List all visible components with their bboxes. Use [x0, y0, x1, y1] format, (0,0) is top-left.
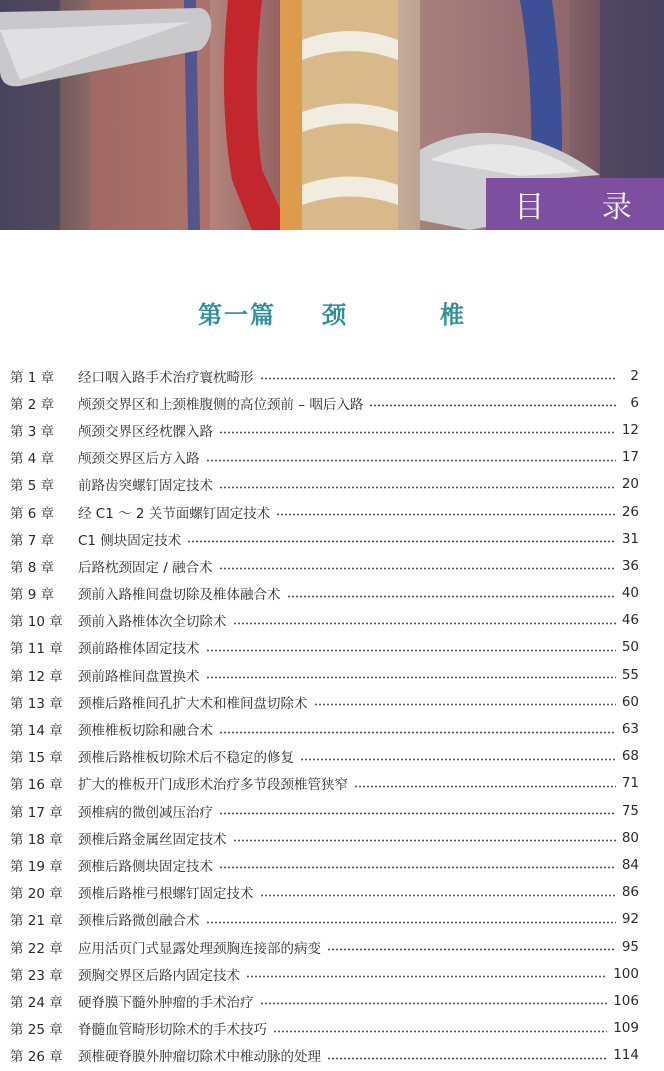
part-number: 第一篇 — [198, 300, 276, 329]
chapter-title: 颈前入路椎间盘切除及椎体融合术 — [78, 587, 281, 604]
page-number: 36 — [621, 557, 639, 574]
chapter-number: 第 19 章 — [10, 858, 63, 875]
chapter-title: 颈前路椎体固定技术 — [78, 641, 200, 658]
chapter-number: 第 13 章 — [10, 695, 63, 712]
part-heading — [0, 295, 664, 330]
dot-leader — [260, 1002, 608, 1005]
dot-leader — [369, 404, 617, 407]
contents-title: 目 录 — [486, 178, 664, 230]
toc-entry[interactable] — [0, 580, 664, 607]
table-of-contents — [0, 362, 664, 1069]
chapter-title: 颈椎后路椎板切除术后不稳定的修复 — [78, 750, 294, 767]
chapter-number: 第 25 章 — [10, 1022, 63, 1039]
chapter-title: 经 C1 ～ 2 关节面螺钉固定技术 — [78, 505, 271, 522]
page-number: 6 — [630, 394, 639, 411]
toc-entry[interactable] — [0, 1015, 664, 1042]
page-number: 68 — [621, 748, 639, 765]
dot-leader — [260, 894, 616, 897]
dot-leader — [219, 431, 616, 434]
chapter-title: C1 侧块固定技术 — [78, 532, 182, 549]
chapter-title: 颈椎后路金属丝固定技术 — [78, 831, 227, 848]
page-number: 86 — [621, 884, 639, 901]
dot-leader — [187, 540, 616, 543]
chapter-number: 第 14 章 — [10, 723, 63, 740]
chapter-number: 第 9 章 — [10, 587, 55, 604]
page-number: 95 — [621, 938, 639, 955]
dot-leader — [327, 1057, 607, 1060]
chapter-number: 第 15 章 — [10, 750, 63, 767]
page-number: 55 — [621, 666, 639, 683]
toc-entry[interactable] — [0, 661, 664, 688]
toc-entry[interactable] — [0, 1042, 664, 1069]
chapter-number: 第 20 章 — [10, 886, 63, 903]
chapter-number: 第 22 章 — [10, 940, 63, 957]
chapter-title: 后路枕颈固定 / 融合术 — [78, 559, 213, 576]
toc-entry[interactable] — [0, 933, 664, 960]
chapter-title: 颈椎硬脊膜外肿瘤切除术中椎动脉的处理 — [78, 1049, 321, 1066]
toc-entry[interactable] — [0, 906, 664, 933]
chapter-number: 第 16 章 — [10, 777, 63, 794]
toc-entry[interactable] — [0, 879, 664, 906]
chapter-number: 第 8 章 — [10, 559, 55, 576]
chapter-number: 第 11 章 — [10, 641, 63, 658]
chapter-title: 硬脊膜下髓外肿瘤的手术治疗 — [78, 994, 254, 1011]
chapter-number: 第 7 章 — [10, 532, 55, 549]
toc-entry[interactable] — [0, 525, 664, 552]
dot-leader — [206, 459, 616, 462]
dot-leader — [219, 731, 616, 734]
page-number: 80 — [621, 829, 639, 846]
chapter-number: 第 21 章 — [10, 913, 63, 930]
toc-entry[interactable] — [0, 960, 664, 987]
chapter-number: 第 12 章 — [10, 668, 63, 685]
cover-illustration — [0, 0, 664, 230]
chapter-title: 颅颈交界区后方入路 — [78, 451, 200, 468]
chapter-number: 第 24 章 — [10, 994, 63, 1011]
chapter-title: 颈前入路椎体次全切除术 — [78, 614, 227, 631]
dot-leader — [219, 486, 616, 489]
chapter-title: 颈胸交界区后路内固定技术 — [78, 967, 240, 984]
toc-entry[interactable] — [0, 389, 664, 416]
part-name-second-char: 椎 — [440, 300, 466, 329]
page-number: 60 — [621, 693, 639, 710]
page-number: 71 — [621, 775, 639, 792]
chapter-title: 颈前路椎间盘置换术 — [78, 668, 200, 685]
chapter-number: 第 4 章 — [10, 451, 55, 468]
dot-leader — [246, 975, 607, 978]
toc-entry[interactable] — [0, 362, 664, 389]
dot-leader — [233, 839, 616, 842]
chapter-title: 颈椎后路微创融合术 — [78, 913, 200, 930]
toc-entry[interactable] — [0, 715, 664, 742]
part-name-first-char: 颈 — [322, 300, 348, 329]
chapter-title: 经口咽入路手术治疗寰枕畸形 — [78, 369, 254, 386]
dot-leader — [233, 622, 616, 625]
page-number: 63 — [621, 721, 639, 738]
dot-leader — [206, 921, 616, 924]
chapter-title: 颈椎后路椎间孔扩大术和椎间盘切除术 — [78, 695, 308, 712]
toc-entry[interactable] — [0, 444, 664, 471]
chapter-title: 颈椎后路椎弓根螺钉固定技术 — [78, 886, 254, 903]
chapter-title: 应用活页门式显露处理颈胸连接部的病变 — [78, 940, 321, 957]
dot-leader — [219, 567, 616, 570]
toc-entry[interactable] — [0, 552, 664, 579]
chapter-number: 第 18 章 — [10, 831, 63, 848]
toc-entry[interactable] — [0, 471, 664, 498]
toc-entry[interactable] — [0, 851, 664, 878]
chapter-number: 第 6 章 — [10, 505, 55, 522]
toc-entry[interactable] — [0, 797, 664, 824]
chapter-number: 第 5 章 — [10, 478, 55, 495]
dot-leader — [260, 377, 618, 380]
toc-entry[interactable] — [0, 607, 664, 634]
page-number: 17 — [621, 449, 639, 466]
chapter-number: 第 2 章 — [10, 396, 55, 413]
chapter-title: 扩大的椎板开门成形术治疗多节段颈椎管狭窄 — [78, 777, 348, 794]
dot-leader — [273, 1030, 607, 1033]
toc-entry[interactable] — [0, 498, 664, 525]
page-number: 92 — [621, 911, 639, 928]
chapter-number: 第 23 章 — [10, 967, 63, 984]
page-number: 106 — [613, 992, 639, 1009]
chapter-title: 脊髓血管畸形切除术的手术技巧 — [78, 1022, 267, 1039]
chapter-number: 第 17 章 — [10, 804, 63, 821]
page-number: 12 — [621, 421, 639, 438]
dot-leader — [327, 948, 616, 951]
dot-leader — [287, 595, 616, 598]
chapter-number: 第 10 章 — [10, 614, 63, 631]
page-number: 84 — [621, 856, 639, 873]
dot-leader — [219, 812, 616, 815]
toc-entry[interactable] — [0, 987, 664, 1014]
page-number: 100 — [613, 965, 639, 982]
page-number: 75 — [621, 802, 639, 819]
page-number: 2 — [630, 367, 639, 384]
chapter-number: 第 1 章 — [10, 369, 55, 386]
chapter-title: 颅颈交界区和上颈椎腹侧的高位颈前 – 咽后入路 — [78, 396, 364, 413]
chapter-title: 颈椎后路侧块固定技术 — [78, 858, 213, 875]
dot-leader — [300, 758, 616, 761]
page-number: 109 — [613, 1020, 639, 1037]
dot-leader — [276, 513, 616, 516]
toc-entry[interactable] — [0, 416, 664, 443]
toc-entry[interactable] — [0, 634, 664, 661]
dot-leader — [354, 785, 616, 788]
dot-leader — [206, 649, 616, 652]
toc-entry[interactable] — [0, 688, 664, 715]
chapter-title: 颈椎椎板切除和融合术 — [78, 723, 213, 740]
chapter-title: 颅颈交界区经枕髁入路 — [78, 423, 213, 440]
chapter-title: 前路齿突螺钉固定技术 — [78, 478, 213, 495]
dot-leader — [314, 703, 616, 706]
page-number: 46 — [621, 612, 639, 629]
dot-leader — [206, 676, 616, 679]
page-number: 114 — [613, 1047, 639, 1064]
page-number: 20 — [621, 476, 639, 493]
chapter-number: 第 26 章 — [10, 1049, 63, 1066]
page-number: 26 — [621, 503, 639, 520]
chapter-number: 第 3 章 — [10, 423, 55, 440]
toc-entry[interactable] — [0, 770, 664, 797]
page-number: 31 — [621, 530, 639, 547]
chapter-title: 颈椎病的微创减压治疗 — [78, 804, 213, 821]
dot-leader — [219, 866, 616, 869]
page-number: 50 — [621, 639, 639, 656]
toc-entry[interactable] — [0, 743, 664, 770]
toc-entry[interactable] — [0, 824, 664, 851]
page-number: 40 — [621, 585, 639, 602]
